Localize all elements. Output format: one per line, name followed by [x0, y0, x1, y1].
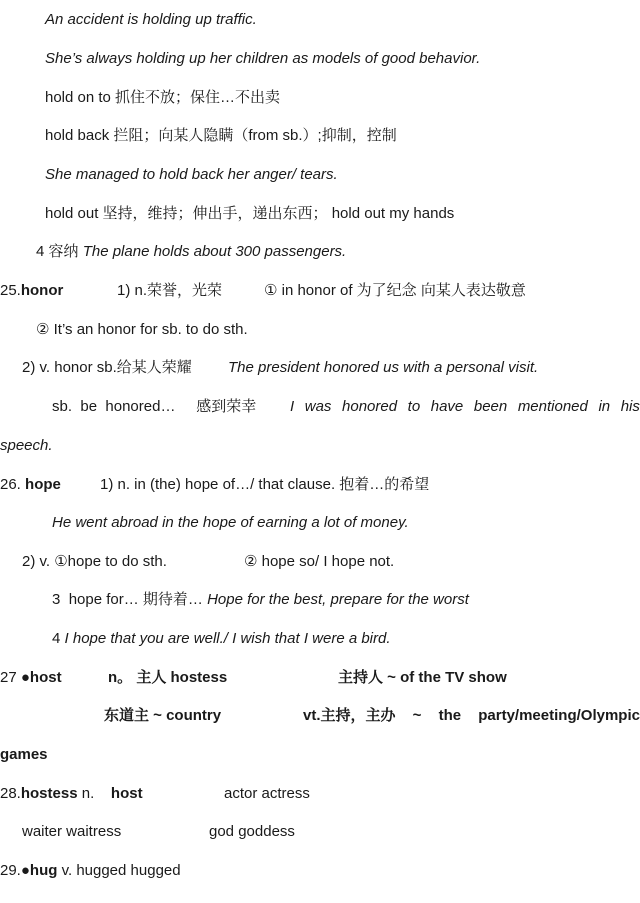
word-pair: waiter waitress [22, 823, 122, 840]
headword: ●host [20, 669, 62, 686]
sense-definition: n。 主人 hostess [108, 669, 228, 686]
example-sentence: I was honored to have been mentioned in his [290, 398, 640, 415]
sense-definition: 2) v. honor sb.给某人荣耀 [22, 359, 192, 376]
word-pair: god goddess [209, 823, 295, 840]
example-sentence: She managed to hold back her anger/ tears. [45, 166, 338, 183]
phrase-definition: sb. be honored… 感到荣幸 [52, 398, 257, 415]
entry-number: 26. [0, 476, 21, 493]
circled-number: ② [36, 321, 50, 338]
example-sentence: She’s always holding up her children as models of good behavior. [45, 50, 481, 67]
phrase-definition: hold out 坚持，维持；伸出手，递出东西； hold out my hands [45, 205, 455, 222]
sense-line [52, 590, 469, 610]
phrase-definition: hold on to 抓住不放；保住…不出卖 [45, 89, 281, 106]
sense-line [52, 629, 391, 649]
related-word: host [110, 785, 143, 802]
sense-phrase: ② hope so/ I hope not. [244, 553, 395, 570]
sense-number: 4 [52, 630, 61, 647]
sense-number: 4 [36, 243, 45, 260]
example-sentence: The president honored us with a personal visit. [228, 359, 539, 376]
phrase-definition: hold back 拦阻；向某人隐瞒（from sb.）;抑制，控制 [45, 127, 397, 144]
sense-definition: vt.主持，主办 ~ the party/meeting/Olympic [303, 707, 640, 724]
sense-definition: v. hugged hugged [61, 862, 181, 879]
entry-number: 28. [0, 785, 21, 802]
example-sentence: Hope for the best, prepare for the worst [207, 591, 469, 608]
sense-definition: 主持人 ~ of the TV show [338, 669, 507, 686]
sense-cn: 容纳 [48, 243, 79, 260]
circled-number: ① [264, 282, 278, 299]
entry-number: 25. [0, 282, 21, 299]
sense-line [36, 242, 346, 262]
headword: hope [25, 476, 61, 493]
example-sentence: speech. [0, 437, 53, 454]
example-sentence: He went abroad in the hope of earning a lot of money. [52, 514, 409, 531]
sense-definition: 东道主 ~ country [104, 707, 222, 724]
entry-host [0, 668, 62, 688]
entry-hope [0, 475, 61, 495]
headword: ●hug [20, 862, 58, 879]
sense-definition: 1) n.荣誉，光荣 [117, 282, 223, 299]
example-sentence: I hope that you are well./ I wish that I were a bird. [64, 630, 391, 647]
sense-definition: games [0, 746, 48, 763]
sense-line [36, 320, 248, 340]
example-sentence: The plane holds about 300 passengers. [82, 243, 347, 260]
headword: hostess [20, 785, 78, 802]
part-of-speech: n. [81, 785, 95, 802]
sense-definition: 1) n. in (the) hope of…/ that clause. 抱着…的希望 [100, 476, 430, 493]
sense-definition: 2) v. ①hope to do sth. [22, 553, 167, 570]
entry-number: 27 [0, 669, 17, 686]
entry-number: 29. [0, 862, 21, 879]
entry-hug [0, 861, 181, 881]
sense-number: 3 [52, 591, 61, 608]
headword: honor [20, 282, 64, 299]
word-pair: actor actress [224, 785, 310, 802]
sense-phrase [264, 281, 526, 301]
entry-hostess [0, 784, 143, 804]
phrase-definition: It’s an honor for sb. to do sth. [53, 321, 248, 338]
example-sentence: An accident is holding up traffic. [45, 11, 257, 28]
phrase-definition: in honor of 为了纪念 向某人表达敬意 [281, 282, 526, 299]
entry-honor [0, 281, 63, 301]
phrase-definition: hope for… 期待着… [68, 591, 203, 608]
